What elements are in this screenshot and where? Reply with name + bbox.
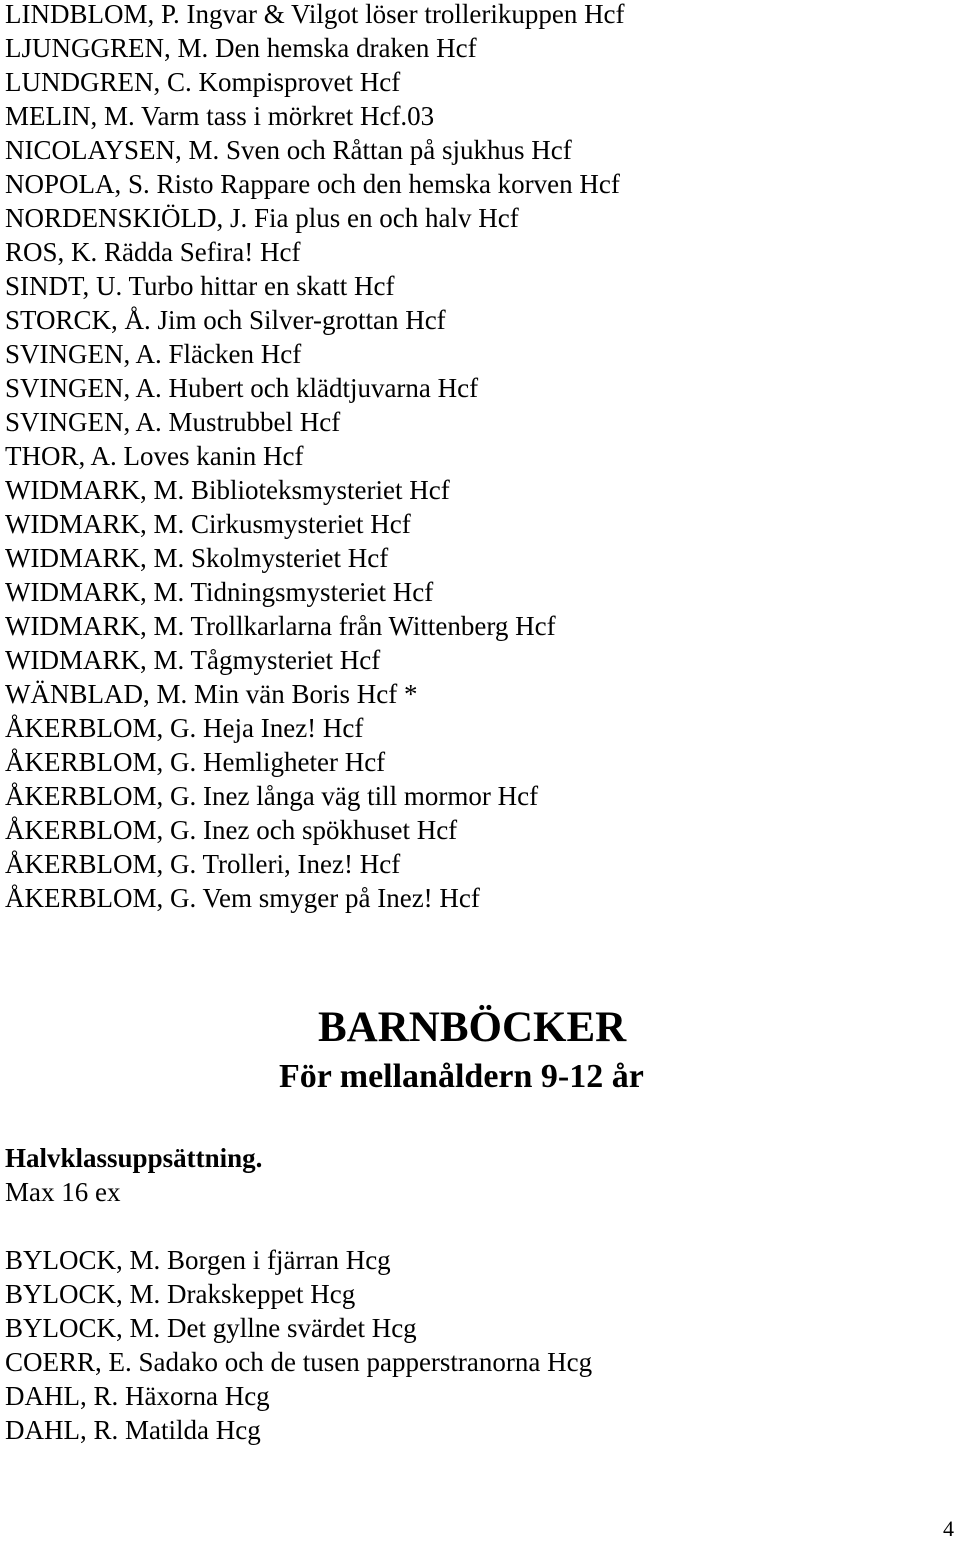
list-item: SVINGEN, A. Mustrubbel Hcf <box>5 407 341 437</box>
list-item: ÅKERBLOM, G. Vem smyger på Inez! Hcf <box>5 883 480 913</box>
list-item: WIDMARK, M. Trollkarlarna från Wittenberg Hcf <box>5 611 556 641</box>
list-item: DAHL, R. Häxorna Hcg <box>5 1381 270 1411</box>
list-item: LJUNGGREN, M. Den hemska draken Hcf <box>5 33 477 63</box>
list-item: BYLOCK, M. Det gyllne svärdet Hcg <box>5 1313 417 1343</box>
list-item: SVINGEN, A. Hubert och klädtjuvarna Hcf <box>5 373 479 403</box>
list-item: WIDMARK, M. Tågmysteriet Hcf <box>5 645 381 675</box>
list-item: ÅKERBLOM, G. Hemligheter Hcf <box>5 747 386 777</box>
list-item: SINDT, U. Turbo hittar en skatt Hcf <box>5 271 395 301</box>
class-set-note: Max 16 ex <box>5 1177 121 1207</box>
list-item: BYLOCK, M. Borgen i fjärran Hcg <box>5 1245 391 1275</box>
book-list-bottom <box>5 1243 592 1447</box>
list-item: COERR, E. Sadako och de tusen papperstranorna Hcg <box>5 1347 593 1377</box>
list-item: LINDBLOM, P. Ingvar & Vilgot löser trollerikuppen Hcf <box>5 0 625 29</box>
page-number: 4 <box>943 1516 954 1541</box>
list-item: BYLOCK, M. Drakskeppet Hcg <box>5 1279 356 1309</box>
list-item: LUNDGREN, C. Kompisprovet Hcf <box>5 67 401 97</box>
list-item: ÅKERBLOM, G. Trolleri, Inez! Hcf <box>5 849 401 879</box>
list-item: DAHL, R. Matilda Hcg <box>5 1415 261 1445</box>
list-item: WIDMARK, M. Cirkusmysteriet Hcf <box>5 509 411 539</box>
list-item: ÅKERBLOM, G. Heja Inez! Hcf <box>5 713 364 743</box>
list-item: THOR, A. Loves kanin Hcf <box>5 441 304 471</box>
list-item: ROS, K. Rädda Sefira! Hcf <box>5 237 301 267</box>
list-item: ÅKERBLOM, G. Inez långa väg till mormor Hcf <box>5 781 539 811</box>
list-item: ÅKERBLOM, G. Inez och spökhuset Hcf <box>5 815 458 845</box>
list-item: NORDENSKIÖLD, J. Fia plus en och halv Hcf <box>5 203 519 233</box>
list-item: WIDMARK, M. Biblioteksmysteriet Hcf <box>5 475 450 505</box>
section-title: BARNBÖCKER <box>318 1004 627 1051</box>
list-item: NICOLAYSEN, M. Sven och Råttan på sjukhus Hcf <box>5 135 572 165</box>
book-list-top <box>5 0 625 915</box>
list-item: WIDMARK, M. Skolmysteriet Hcf <box>5 543 389 573</box>
class-set-label: Halvklassuppsättning. <box>5 1143 263 1173</box>
section-subtitle: För mellanåldern 9-12 år <box>279 1058 644 1095</box>
list-item: SVINGEN, A. Fläcken Hcf <box>5 339 302 369</box>
list-item: STORCK, Å. Jim och Silver-grottan Hcf <box>5 305 446 335</box>
list-item: WIDMARK, M. Tidningsmysteriet Hcf <box>5 577 434 607</box>
list-item: NOPOLA, S. Risto Rappare och den hemska korven Hcf <box>5 169 620 199</box>
list-item: MELIN, M. Varm tass i mörkret Hcf.03 <box>5 101 435 131</box>
list-item: WÄNBLAD, M. Min vän Boris Hcf * <box>5 679 418 709</box>
